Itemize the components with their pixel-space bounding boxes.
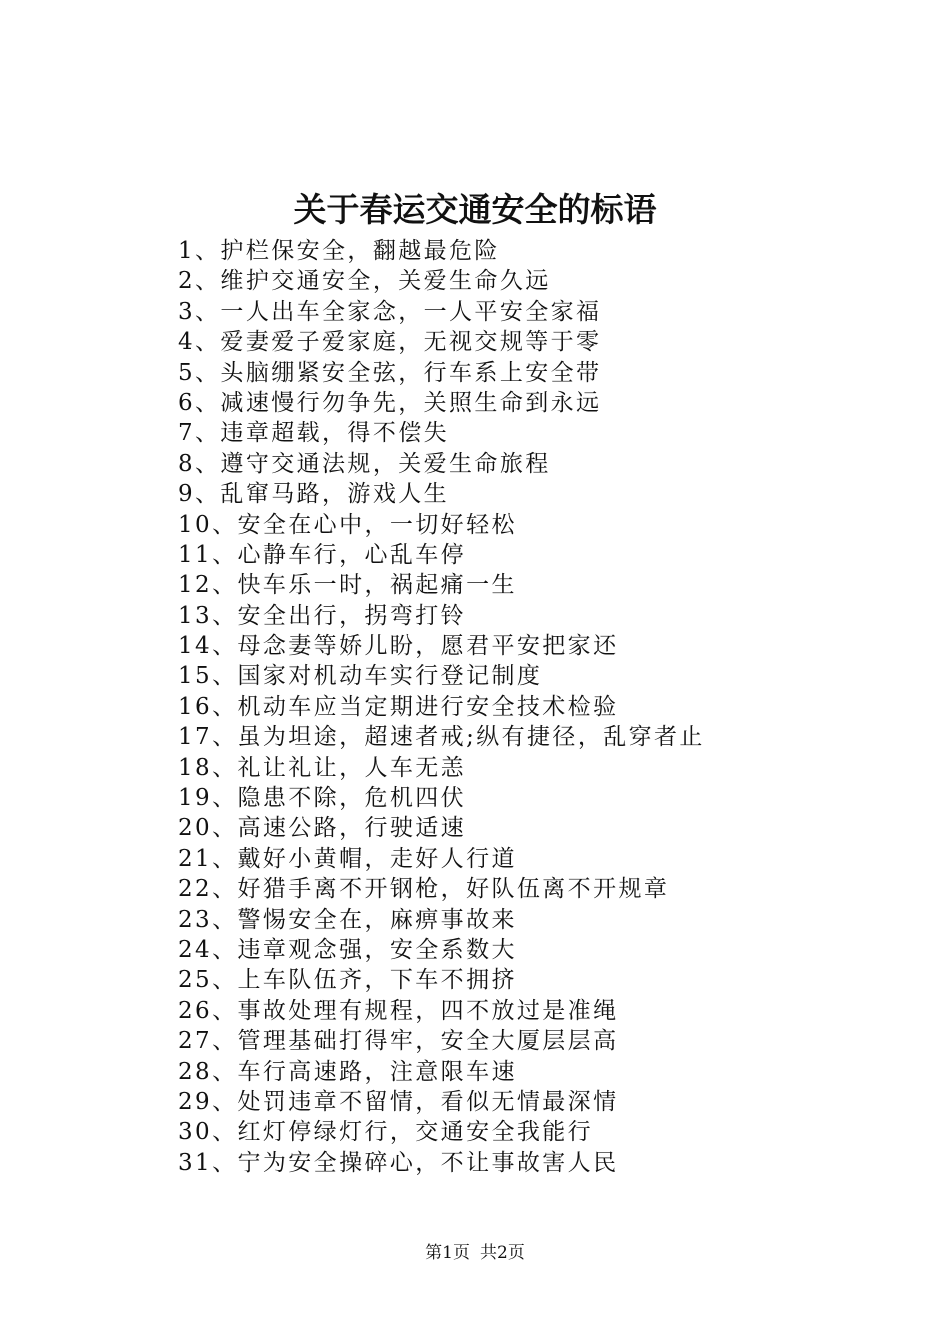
list-item: 12、快车乐一时，祸起痛一生 — [178, 572, 517, 599]
list-item: 7、违章超载，得不偿失 — [178, 420, 450, 447]
slogan-list — [178, 236, 705, 1178]
list-item: 11、心静车行，心乱车停 — [178, 541, 467, 568]
list-item: 27、管理基础打得牢，安全大厦层层高 — [178, 1028, 619, 1055]
list-item: 23、警惕安全在，麻痹事故来 — [178, 906, 517, 933]
list-item: 6、减速慢行勿争先，关照生命到永远 — [178, 389, 602, 416]
list-item: 3、一人出车全家念，一人平安全家福 — [178, 298, 602, 325]
page-title: 关于春运交通安全的标语 — [293, 190, 657, 229]
list-item: 20、高速公路，行驶适速 — [178, 815, 467, 842]
list-item: 29、处罚违章不留情，看似无情最深情 — [178, 1088, 619, 1115]
list-item: 2、维护交通安全，关爱生命久远 — [178, 268, 551, 295]
list-item: 10、安全在心中，一切好轻松 — [178, 511, 517, 538]
page-total: 共2页 — [480, 1243, 525, 1263]
list-item: 31、宁为安全操碎心，不让事故害人民 — [178, 1149, 619, 1176]
list-item: 15、国家对机动车实行登记制度 — [178, 663, 543, 690]
list-item: 14、母念妻等娇儿盼，愿君平安把家还 — [178, 633, 619, 660]
list-item: 4、爱妻爱子爱家庭，无视交规等于零 — [178, 329, 602, 356]
list-item: 28、车行高速路，注意限车速 — [178, 1058, 517, 1085]
list-item: 30、红灯停绿灯行，交通安全我能行 — [178, 1119, 594, 1146]
list-item: 24、违章观念强，安全系数大 — [178, 936, 517, 963]
list-item: 22、好猎手离不开钢枪，好队伍离不开规章 — [178, 876, 670, 903]
list-item: 5、头脑绷紧安全弦，行车系上安全带 — [178, 359, 602, 386]
list-item: 18、礼让礼让，人车无恙 — [178, 754, 467, 781]
page-footer — [0, 1241, 950, 1265]
list-item: 25、上车队伍齐，下车不拥挤 — [178, 967, 517, 994]
list-item: 1、护栏保安全，翻越最危险 — [178, 238, 500, 264]
list-item: 13、安全出行，拐弯打铃 — [178, 602, 467, 629]
page-number: 第1页 — [425, 1243, 470, 1263]
list-item: 16、机动车应当定期进行安全技术检验 — [178, 693, 619, 720]
list-item: 26、事故处理有规程，四不放过是准绳 — [178, 997, 619, 1024]
list-item: 21、戴好小黄帽，走好人行道 — [178, 845, 517, 872]
list-item: 19、隐患不除，危机四伏 — [178, 785, 467, 812]
list-item: 9、乱窜马路，游戏人生 — [178, 481, 450, 508]
list-item: 17、虽为坦途，超速者戒;纵有捷径，乱穿者止 — [178, 724, 705, 751]
list-item: 8、遵守交通法规，关爱生命旅程 — [178, 450, 551, 477]
